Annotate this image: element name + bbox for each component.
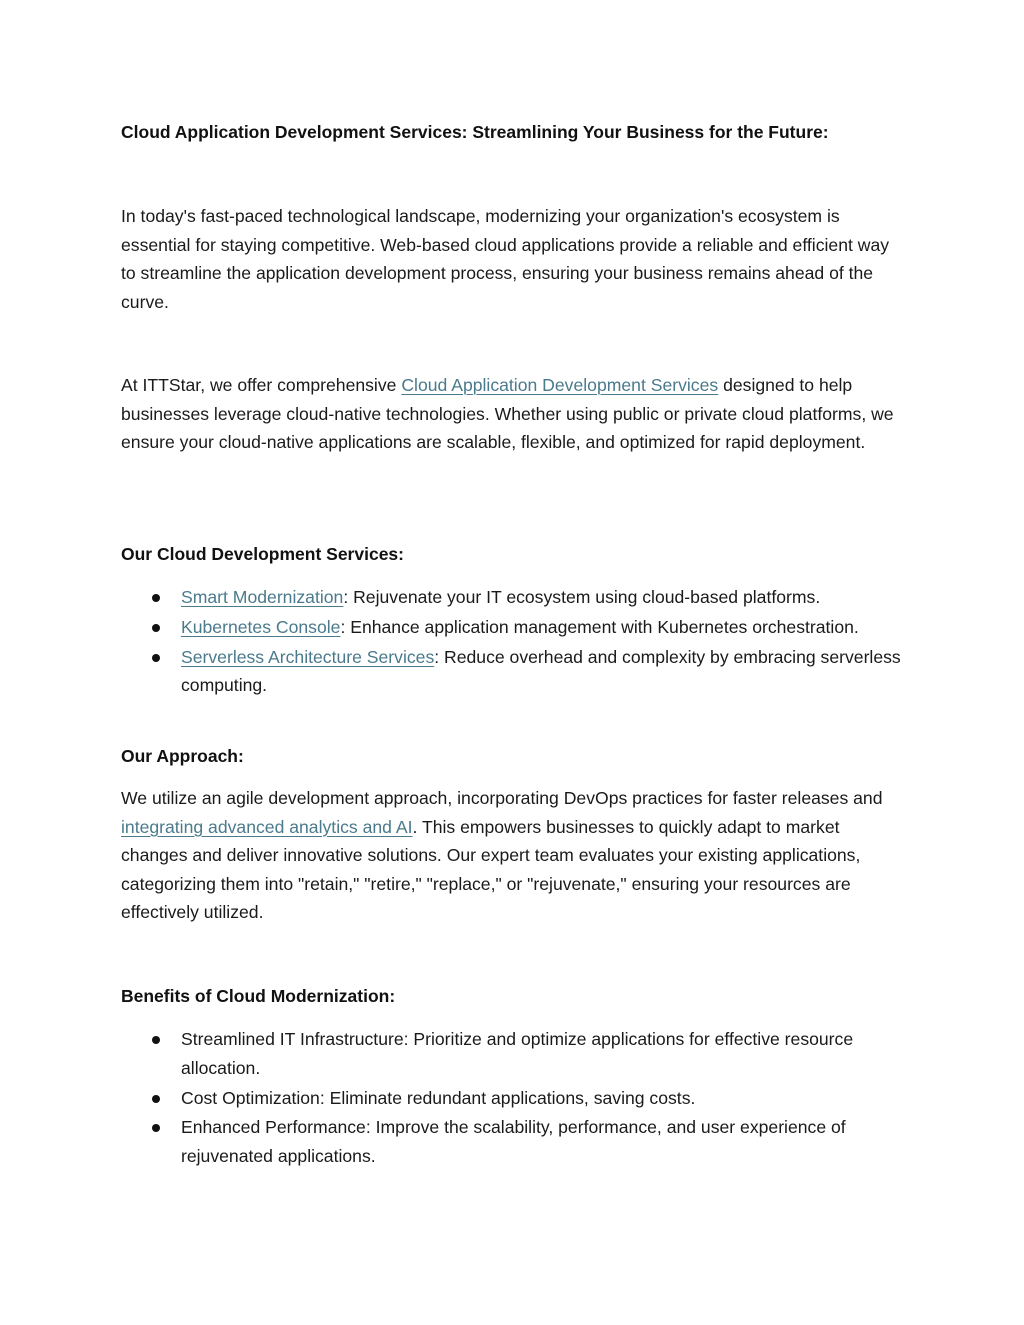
cloud-app-dev-services-link[interactable]: Cloud Application Development Services (401, 375, 719, 395)
bullet-icon (152, 1124, 160, 1132)
offer-text-after: designed to help businesses leverage cloud-native technologies. Whether using public or private cloud platforms, we ensure your cloud-native applications are scalable, flexible, and optimized for rapid deployment. (121, 375, 894, 452)
analytics-ai-link[interactable]: integrating advanced analytics and AI (121, 816, 413, 837)
bullet-icon (152, 1036, 160, 1044)
offer-paragraph (121, 371, 907, 457)
intro-paragraph: In today's fast-paced technological landscape, modernizing your organization's ecosystem is essential for staying competitive. Web-based cloud applications provide a reliable and efficient way to streamline the application development process, ensuring your business remains ahead of the curve. (121, 206, 890, 312)
benefit-text: Cost Optimization: Eliminate redundant applications, saving costs. (181, 1087, 696, 1108)
approach-paragraph (121, 784, 907, 927)
list-item (121, 1025, 907, 1083)
approach-heading: Our Approach: (121, 746, 244, 766)
list-item (121, 643, 907, 701)
kubernetes-console-link[interactable]: Kubernetes Console (181, 616, 341, 637)
service-description: : Enhance application management with Kubernetes orchestration. (340, 616, 859, 637)
benefits-list (121, 1025, 907, 1172)
offer-text-before: At ITTStar, we offer comprehensive (121, 375, 402, 395)
smart-modernization-link[interactable]: Smart Modernization (181, 587, 344, 607)
bullet-icon (152, 624, 160, 632)
approach-text-before: We utilize an agile development approach, incorporating DevOps practices for faster releases and (121, 788, 883, 808)
benefit-text: Streamlined IT Infrastructure: Prioritize and optimize applications for effective resource allocation. (181, 1029, 854, 1078)
services-list (121, 583, 907, 701)
service-description: : Reduce overhead and complexity by embracing serverless computing. (181, 646, 901, 696)
approach-text-after: . This empowers businesses to quickly adapt to market changes and deliver innovative solutions. Our expert team evaluates your existing applications, categorizing them into "retain," "retire," "replace," or "rejuvenate," ensuring your resources are effectively utilized. (121, 816, 861, 922)
bullet-icon (152, 1095, 160, 1103)
bullet-icon (152, 654, 160, 662)
list-item (121, 583, 907, 612)
list-item (121, 1113, 907, 1171)
benefit-text: Enhanced Performance: Improve the scalability, performance, and user experience of rejuvenated applications. (181, 1117, 846, 1167)
service-description: : Rejuvenate your IT ecosystem using cloud-based platforms. (343, 587, 821, 607)
services-heading: Our Cloud Development Services: (121, 544, 404, 564)
document-title: Cloud Application Development Services: Streamlining Your Business for the Future: (121, 122, 829, 142)
list-item (121, 1084, 907, 1113)
bullet-icon (152, 594, 160, 602)
list-item (121, 613, 907, 642)
benefits-heading: Benefits of Cloud Modernization: (121, 986, 396, 1006)
serverless-architecture-link[interactable]: Serverless Architecture Services (181, 646, 435, 667)
